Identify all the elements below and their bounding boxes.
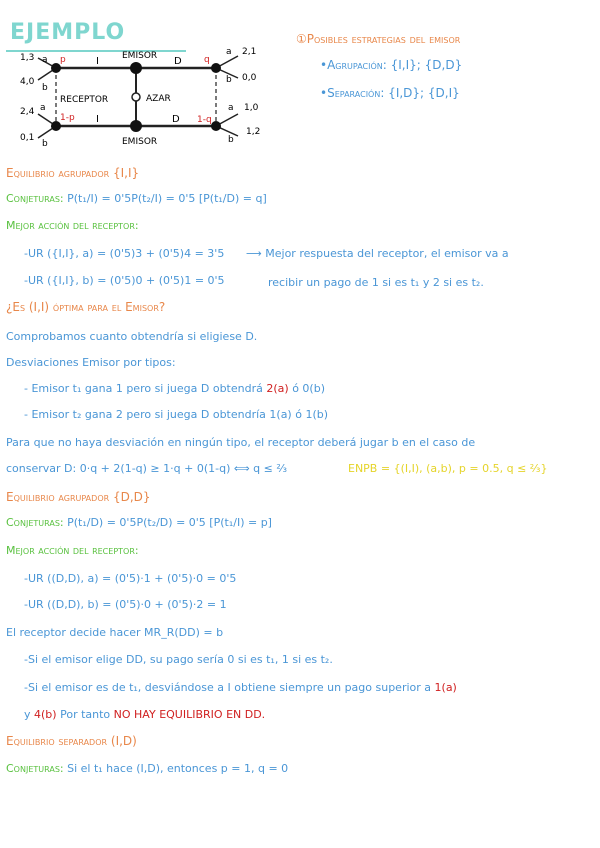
- eq1-conjectures: Conjeturas: P(t₁/I) = 0'5P(t₂/I) = 0'5 [P(t₁/D) = q]: [6, 192, 267, 205]
- node-azar: [132, 93, 140, 101]
- svg-text:D: D: [172, 114, 180, 125]
- eq1-conclusion-2: conservar D: 0·q + 2(1-q) ≥ 1·q + 0(1-q) ⟺ q ≤ ⅔: [6, 462, 287, 475]
- pooling-strategies: •Agrupación: {I,I}; {D,D}: [320, 58, 463, 72]
- svg-text:EMISOR: EMISOR: [122, 137, 158, 147]
- svg-text:b: b: [226, 75, 232, 85]
- eq2-ur-a: -UR ((D,D), a) = (0'5)·1 + (0'5)·0 = 0'5: [24, 572, 237, 585]
- eq2-heading: Equilibrio agrupador {D,D}: [6, 490, 151, 504]
- eq2-if1: -Si el emisor elige DD, su pago sería 0 si es t₁, 1 si es t₂.: [24, 653, 333, 666]
- eq3-conjectures: Conjeturas: Si el t₁ hace (I,D), entonces p = 1, q = 0: [6, 762, 289, 775]
- azar-label: AZAR: [146, 94, 171, 104]
- svg-text:a: a: [42, 55, 48, 65]
- node-bottom-right: [211, 121, 221, 131]
- eq2-best-action: Mejor acción del receptor:: [6, 544, 139, 557]
- game-tree: [14, 40, 284, 152]
- svg-text:1-q: 1-q: [197, 115, 212, 125]
- eq1-dev-t1: - Emisor t₁ gana 1 pero si juega D obtendrá 2(a) ó 0(b): [24, 382, 325, 395]
- separating-strategies: •Separación: {I,D}; {D,I}: [320, 86, 460, 100]
- svg-text:1-p: 1-p: [60, 113, 75, 123]
- svg-text:1,2: 1,2: [246, 127, 261, 137]
- eq1-deviations: Desviaciones Emisor por tipos:: [6, 356, 176, 369]
- eq2-ur-b: -UR ((D,D), b) = (0'5)·0 + (0'5)·2 = 1: [24, 598, 227, 611]
- svg-text:q: q: [204, 55, 210, 65]
- eq1-best-action: Mejor acción del receptor:: [6, 219, 139, 232]
- svg-text:EMISOR: EMISOR: [122, 51, 158, 61]
- eq1-arrow-text-2: recibir un pago de 1 si es t₁ y 2 si es t₂.: [268, 276, 484, 289]
- svg-text:I: I: [96, 114, 99, 125]
- svg-text:a: a: [226, 47, 232, 57]
- eq1-dev-t2: - Emisor t₂ gana 2 pero si juega D obtendría 1(a) ó 1(b): [24, 408, 329, 421]
- strategies-heading: ①Posibles estrategias del emisor: [296, 32, 461, 46]
- svg-text:a: a: [40, 103, 46, 113]
- eq1-enpb: ENPB = {(I,I), (a,b), p = 0.5, q ≤ ⅔}: [348, 462, 548, 475]
- payoff-top-left: 1,3: [20, 53, 35, 63]
- eq1-arrow-text: ⟶ Mejor respuesta del receptor, el emisor va a: [246, 247, 509, 260]
- eq1-conclusion-1: Para que no haya desviación en ningún tipo, el receptor deberá jugar b en el caso de: [6, 436, 476, 449]
- eq1-ur-a: -UR ({I,I}, a) = (0'5)3 + (0'5)4 = 3'5: [24, 247, 225, 260]
- eq1-check: Comprobamos cuanto obtendría si eligiese D.: [6, 330, 258, 343]
- eq2-decides: El receptor decide hacer MR_R(DD) = b: [6, 626, 224, 639]
- eq1-optimal-question: ¿Es (I,I) óptima para el Emisor?: [6, 300, 166, 314]
- node-emisor-bottom: [130, 120, 142, 132]
- node-emisor-top: [130, 62, 142, 74]
- svg-text:2,1: 2,1: [242, 47, 257, 57]
- eq3-heading: Equilibrio separador (I,D): [6, 734, 137, 748]
- svg-text:0,0: 0,0: [242, 73, 257, 83]
- eq2-conjectures: Conjeturas: P(t₁/D) = 0'5P(t₂/D) = 0'5 [P(t₁/I) = p]: [6, 516, 272, 529]
- eq1-heading: Equilibrio agrupador {I,I}: [6, 166, 140, 180]
- svg-text:a: a: [228, 103, 234, 113]
- eq2-if3: y 4(b) Por tanto NO HAY EQUILIBRIO EN DD.: [24, 708, 266, 721]
- svg-text:0,1: 0,1: [20, 133, 35, 143]
- svg-text:D: D: [174, 56, 182, 67]
- svg-text:b: b: [42, 83, 48, 93]
- receptor-label: RECEPTOR: [60, 95, 109, 105]
- node-top-right: [211, 63, 221, 73]
- svg-text:2,4: 2,4: [20, 107, 35, 117]
- eq2-if2: -Si el emisor es de t₁, desviándose a I obtiene siempre un pago superior a 1(a): [24, 681, 457, 694]
- eq1-ur-b: -UR ({I,I}, b) = (0'5)0 + (0'5)1 = 0'5: [24, 274, 225, 287]
- svg-text:b: b: [42, 139, 48, 149]
- page-title: EJEMPLO: [10, 20, 126, 45]
- svg-text:4,0: 4,0: [20, 77, 35, 87]
- svg-text:I: I: [96, 56, 99, 67]
- svg-text:1,0: 1,0: [244, 103, 259, 113]
- svg-text:b: b: [228, 135, 234, 145]
- svg-text:p: p: [60, 55, 66, 65]
